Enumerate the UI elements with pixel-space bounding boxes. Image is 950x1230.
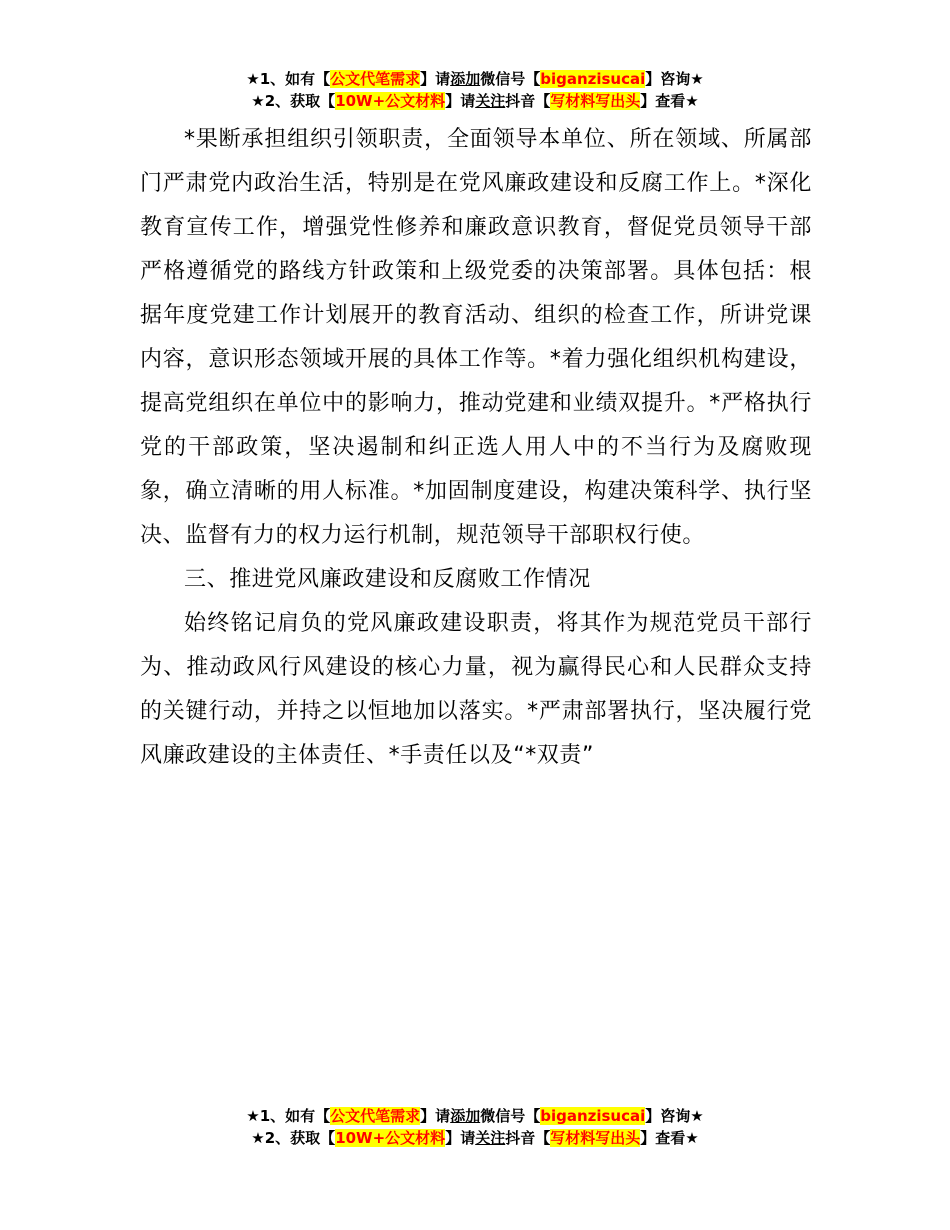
footer-highlight-materials: 10W+公文材料 — [335, 1129, 446, 1147]
paragraph-anticorruption: 始终铭记肩负的党风廉政建设职责，将其作为规范党员干部行为、推动政风行风建设的核心力量，视为赢得民心和人民群众支持的关键行动，并持之以恒地加以落实。*严肃部署执行，坚决履行党风廉政建设的主体责任、*手责任以及“*双责” — [140, 611, 812, 768]
banner-line-2: ★2、获取【10W+公文材料】请关注抖音【写材料写出头】查看★ — [251, 92, 699, 110]
document-body — [140, 118, 812, 778]
footer-highlight-service: 公文代笔需求 — [330, 1107, 421, 1125]
section-heading: 三、推进党风廉政建设和反腐败工作情况 — [184, 567, 591, 592]
footer-line-2: ★2、获取【10W+公文材料】请关注抖音【写材料写出头】查看★ — [251, 1129, 699, 1147]
footer-highlight-wechat-id: biganzisucai — [540, 1107, 646, 1125]
paragraph-responsibilities: *果断承担组织引领职责，全面领导本单位、所在领域、所属部门严肃党内政治生活，特别是在党风廉政建设和反腐工作上。*深化教育宣传工作，增强党性修养和廉政意识教育，督促党员领导干部严格遵循党的路线方针政策和上级党委的决策部署。具体包括：根据年度党建工作计划展开的教育活动、组织的检查工作，所讲党课内容，意识形态领域开展的具体工作等。*着力强化组织机构建设，提高党组织在单位中的影响力，推动党建和业绩双提升。*严格执行党的干部政策，坚决遏制和纠正选人用人中的不当行为及腐败现象，确立清晰的用人标准。*加固制度建设，构建决策科学、执行坚决、监督有力的权力运行机制，规范领导干部职权行使。 — [140, 127, 812, 548]
footer-highlight-douyin: 写材料写出头 — [550, 1129, 641, 1147]
highlight-wechat-id: biganzisucai — [540, 70, 646, 88]
footer-line-1: ★1、如有【公文代笔需求】请添加微信号【biganzisucai】咨询★ — [246, 1107, 704, 1125]
footer-banner — [0, 1105, 950, 1149]
highlight-service: 公文代笔需求 — [330, 70, 421, 88]
banner-line-1: ★1、如有【公文代笔需求】请添加微信号【biganzisucai】咨询★ — [246, 70, 704, 88]
highlight-douyin: 写材料写出头 — [550, 92, 641, 110]
highlight-materials: 10W+公文材料 — [335, 92, 446, 110]
header-banner — [0, 68, 950, 112]
